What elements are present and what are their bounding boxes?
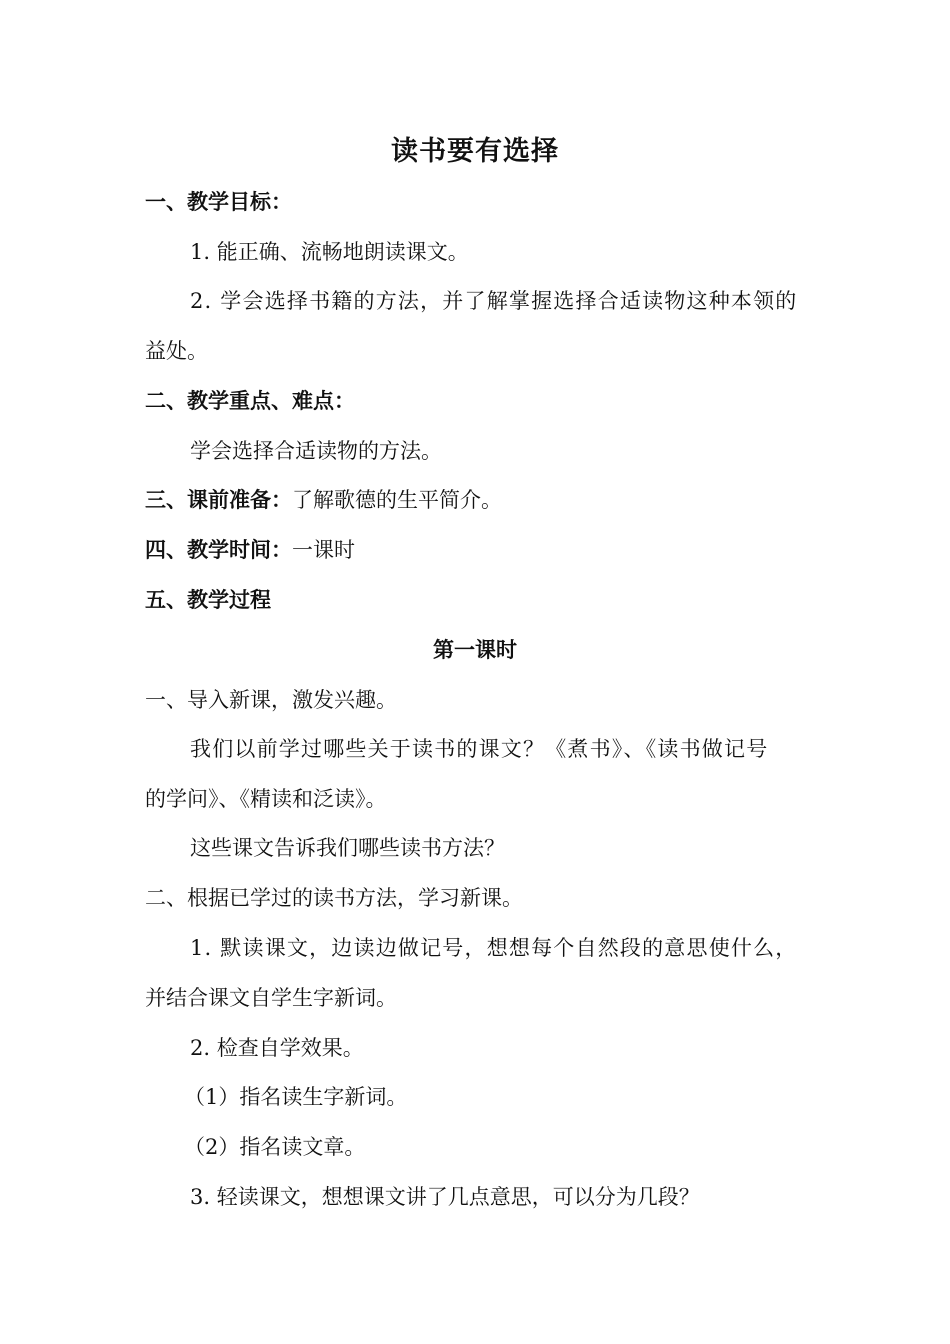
time-text: 一课时 [292,538,355,562]
step-1-paragraph-1-line-2: 的学问》、《精读和泛读》。 [145,787,387,811]
prep-row [145,485,815,515]
step-1-paragraph-2: 这些课文告诉我们哪些读书方法？ [190,836,505,860]
goal-2-line-1: 2. 学会选择书籍的方法，并了解掌握选择合适读物这种本领的 [190,289,798,313]
time-heading: 四、教学时间： [145,538,292,562]
step-2-item-2: 2. 检查自学效果。 [190,1036,364,1060]
key-points-heading: 二、教学重点、难点： [145,389,355,413]
lesson-title: 第一课时 [433,638,517,662]
goals-heading: 一、教学目标： [145,190,292,214]
document-title: 读书要有选择 [391,136,559,167]
step-2-item-1-line-2: 并结合课文自学生字新词。 [145,986,397,1010]
step-2-item-3: 3. 轻读课文，想想课文讲了几点意思，可以分为几段？ [190,1185,700,1209]
step-2-item-2-sub-1: （1）指名读生字新词。 [184,1085,408,1109]
prep-heading: 三、课前准备： [145,488,292,512]
step-1-heading: 一、导入新课，激发兴趣。 [145,688,397,712]
prep-text: 了解歌德的生平简介。 [292,488,502,512]
time-row [145,535,815,565]
key-points-text: 学会选择合适读物的方法。 [190,439,442,463]
step-2-item-1-line-1: 1. 默读课文，边读边做记号，想想每个自然段的意思使什么， [190,936,798,960]
step-1-paragraph-1-line-1: 我们以前学过哪些关于读书的课文？《煮书》、《读书做记号 [190,737,769,761]
goal-2-line-2: 益处。 [145,339,208,363]
goal-1: 1. 能正确、流畅地朗读课文。 [190,240,469,264]
process-heading: 五、教学过程 [145,588,271,612]
step-2-heading: 二、根据已学过的读书方法，学习新课。 [145,886,523,910]
step-2-item-2-sub-2: （2）指名读文章。 [184,1135,366,1159]
